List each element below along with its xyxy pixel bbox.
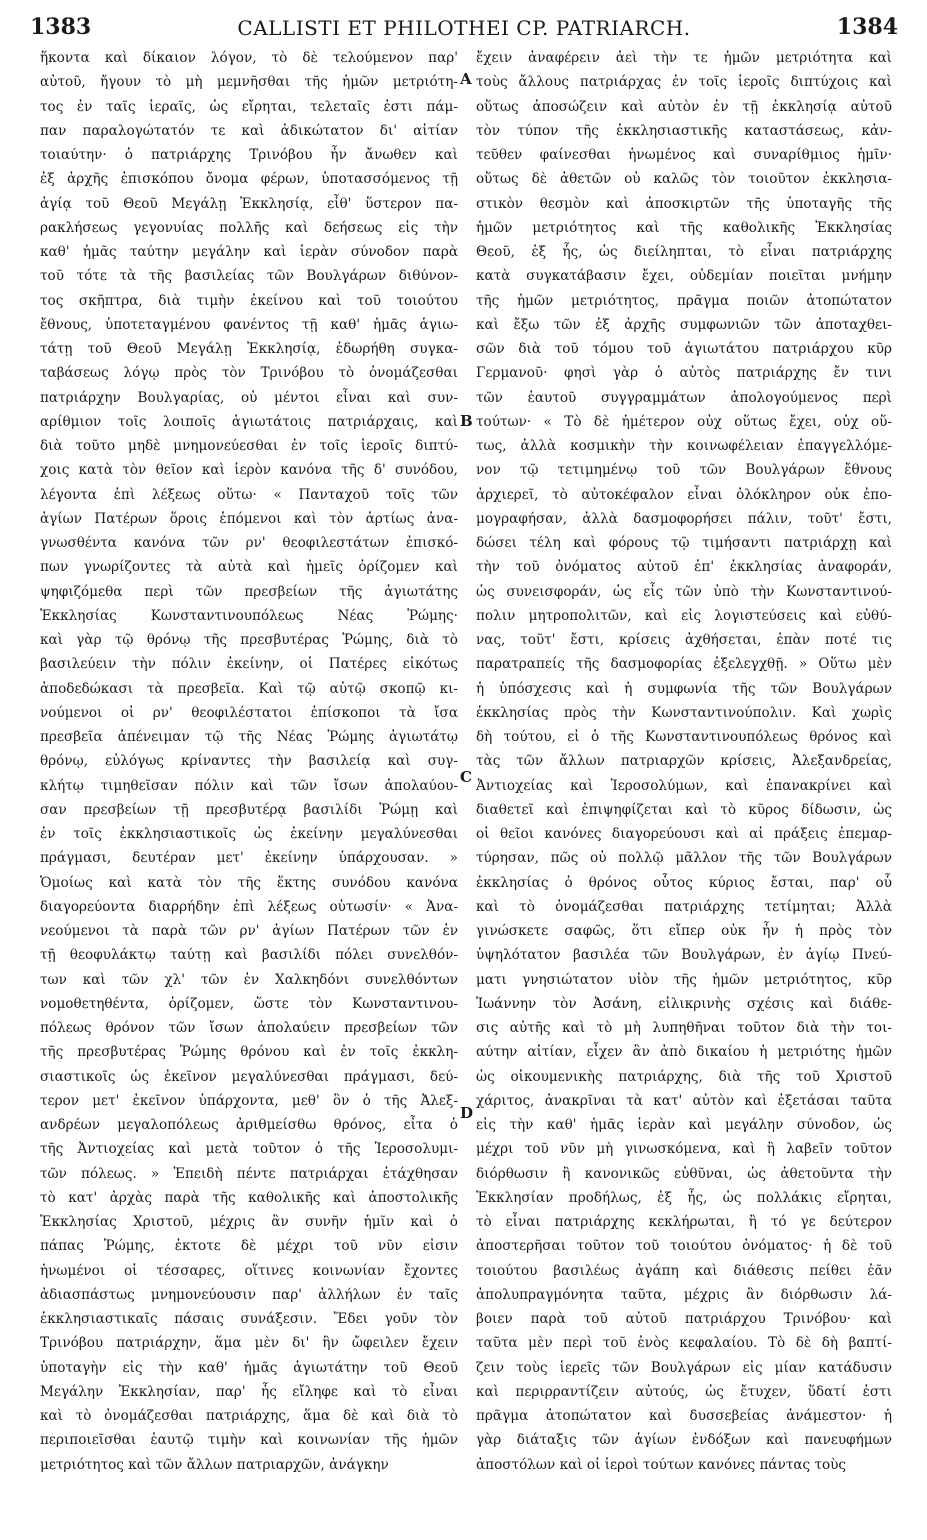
page-number-left: 1383	[30, 14, 92, 40]
right-column-text-line: στικὸν θεσμὸν καὶ ἀποσκιρτῶν τῆς ὑποταγῆς τῆς	[476, 195, 892, 212]
left-column-text-line: ρακλήσεως γεγονυίας πολλῆς καὶ δεήσεως εἰς τὴν	[40, 219, 458, 236]
left-column-text-line: ἐκκλησιαστικαῖς πάσαις συνάξεσιν. Ἔδει γοῦν τὸν	[40, 1311, 458, 1327]
margin-mark-a: A	[460, 70, 472, 88]
left-column-text-line: πάπας Ῥώμης, ἐκτοτε δὲ μέχρι τοῦ νῦν εἰσιν	[40, 1238, 458, 1255]
right-column	[476, 46, 892, 1477]
right-column-text-line: μογραφήσαν, ἀλλὰ δασμοφορήσει πάλιν, τοῦτ' ἔστι,	[476, 510, 892, 527]
right-column-text-line: οἱ θεῖοι κανόνες διαγορεύουσι καὶ αἱ πράξεις ἐπεμαρ-	[476, 826, 892, 842]
right-column-text-line: ζειν τοὺς ἱερεῖς τῶν Βουλγάρων εἰς μίαν κατάδυσιν	[476, 1359, 892, 1376]
left-column-text-line: διαγορεύοντα διαρρήδην ἐπὶ λέξεως οὑτωσίν· « Ἀνα-	[40, 898, 458, 915]
left-column-text-line: πων γνωρίζοντες τὰ αὐτὰ καὶ ἡμεῖς ὁρίζομεν καὶ	[40, 559, 458, 576]
running-title: CALLISTI ET PHILOTHEI CP. PATRIARCH.	[237, 16, 691, 40]
margin-mark-b: B	[460, 412, 473, 430]
left-column-text-line: πρεσβεῖα ἀπένειμαν τῷ τῆς Νέας Ῥώμης ἁγιωτάτῳ	[40, 729, 458, 745]
right-column-text-line: τὸν τύπον τῆς ἐκκλησιαστικῆς καταστάσεως, κἀν-	[476, 122, 892, 139]
right-column-text-line: ἔχειν ἀναφέρειν ἀεὶ τὴν τε ἡμῶν μετριότητα καὶ	[476, 50, 892, 66]
margin-mark-c: C	[460, 768, 472, 786]
right-column-text-line: καὶ τὸ ὀνομάζεσθαι πατριάρχης τετίμηται; Ἀλλὰ	[476, 898, 892, 915]
right-column-text-line: οὕτως ἀποσώζειν καὶ αὐτὸν ἐν τῇ ἐκκλησίᾳ αὐτοῦ	[476, 98, 892, 115]
right-column-text-line: γινώσκετε σαφῶς, ὅτι εἴπερ οὐκ ἦν ἡ πρὸς τὸν	[476, 923, 892, 939]
right-column-text-line: τὰς τῶν ἄλλων πατριαρχῶν κρίσεις, Ἀλεξανδρείας,	[476, 753, 892, 770]
left-column-text-line: πόλεως θρόνον τῶν ἴσων ἀπολαύειν πρεσβείων τῶν	[40, 1020, 458, 1036]
left-column-text-line: ἁγίᾳ τοῦ Θεοῦ Μεγάλῃ Ἐκκλησίᾳ, εἶθ' ὕστερον πα-	[40, 195, 458, 212]
left-column-text-line: νεούμενοι τὰ παρὰ τῶν ρν' ἁγίων Πατέρων τῶν ἐν	[40, 923, 458, 939]
right-column-text-line: καὶ ἔξω τῶν ἐξ ἀρχῆς συμφωνιῶν τῶν ἀποταχθει-	[476, 316, 892, 333]
left-column-text-line: ἀδιασπάστως μνημονεύουσιν παρ' ἀλλήλων ἐν ταῖς	[40, 1286, 458, 1303]
right-column-text-line: τοιούτου βασιλέως ἀγάπη καὶ διάθεσις πείθει ἐᾶν	[476, 1262, 892, 1279]
left-column-text-line: τοῦ τότε τὰ τῆς βασιλείας τῶν Βουλγάρων διθύνον-	[40, 268, 458, 285]
left-column-text-line: τῆς Ἀντιοχείας καὶ μετὰ τοῦτον ὁ τῆς Ἱεροσολυμι-	[40, 1141, 458, 1158]
left-column-text-line: τῇ θεοφυλάκτῳ ταύτῃ καὶ βασιλίδι πόλει συνελθόν-	[40, 947, 458, 964]
right-column-text-line: τὸ εἶναι πατριάρχης κεκλήρωται, ἢ τό γε δεύτερον	[476, 1214, 892, 1230]
left-column-text-line: ἐν τοῖς ἐκκλησιαστικοῖς ὡς ἐκείνην μεγαλύνεσθαι	[40, 826, 458, 842]
left-column-text-line: Τρινόβου πατριάρχην, ἅμα μὲν δι' ἣν ὤφειλεν ἔχειν	[40, 1335, 458, 1352]
left-column-text-line: ἥκοντα καὶ δίκαιον λόγον, τὸ δὲ τελούμενον παρ'	[40, 50, 458, 66]
right-column-text-line: Ἰωάννην τὸν Ἀσάνη, εἰλικρινὴς σχέσις καὶ διάθε-	[476, 995, 892, 1012]
right-column-text-line: τῶν ἑαυτοῦ συγγραμμάτων ἀπολογούμενος περὶ	[476, 389, 892, 406]
left-column-text-line: τάτῃ τοῦ Θεοῦ Μεγάλῃ Ἐκκλησίᾳ, ἐδωρήθη συγκα-	[40, 341, 458, 357]
left-column-text-line: ταβάσεως λόγῳ πρὸς τὸν Τρινόβου τὸ ὀνομάζεσθαι	[40, 365, 458, 382]
right-column-text-line: βοιεν παρὰ τοῦ αὐτοῦ πατριάρχου Τρινόβου· καὶ	[476, 1311, 892, 1327]
right-column-text-line: ἐκκλησίας ὁ θρόνος οὗτος κύριος ἔσται, παρ' οὗ	[476, 874, 892, 891]
left-column-text-line: τος ἐν ταῖς ἱεραῖς, ὡς εἴρηται, τελεταῖς ἐστι πάμ-	[40, 98, 458, 115]
right-column-text-line: ὡς συνεισφοράν, ὡς εἷς τῶν ὑπὸ τὴν Κωνσταντινού-	[476, 583, 892, 600]
right-column-text-line: ἡ ὑπόσχεσις καὶ ἡ συμφωνία τῆς τῶν Βουλγάρων	[476, 680, 892, 697]
left-column-text-line: νούμενοι οἱ ρν' θεοφιλέστατοι ἐπίσκοποι τὰ ἴσα	[40, 704, 458, 721]
left-column-text-line: σιαστικοῖς ὡς ἐκεῖνον μεγαλύνεσθαι πράγμασι, δεύ-	[40, 1068, 458, 1085]
left-column-text-line: πράγμασι, δευτέραν μετ' ἐκείνην ὑπάρχουσαν. »	[40, 850, 458, 867]
right-column-text-line: ἀποστερῆσαι τοῦτον τοῦ τοιούτου ὀνόματος· ἡ δὲ τοῦ	[476, 1238, 892, 1255]
left-column-text-line: τερον μετ' ἐκεῖνον ὑπάρχοντα, μεθ' ὃν ὁ τῆς Ἀλεξ-	[40, 1092, 458, 1109]
left-column-text-line: καὶ γὰρ τῷ θρόνῳ τῆς πρεσβυτέρας Ῥώμης, διὰ τὸ	[40, 632, 458, 648]
left-column-text-line: τοιαύτην· ὁ πατριάρχης Τρινόβου ἦν ἄνωθεν καὶ	[40, 147, 458, 163]
right-column-text-line: Ἀντιοχείας καὶ Ἱεροσολύμων, καὶ ἐπανακρίνει καὶ	[476, 777, 892, 794]
right-column-text-line: κατὰ συγκατάβασιν ἔχει, οὐδεμίαν ποιεῖται μνήμην	[476, 268, 892, 285]
left-column-text-line: παν παραλογώτατόν τε καὶ ἀδικώτατον δι' αἰτίαν	[40, 122, 458, 139]
right-column-text-line: τούτων· « Τὸ δὲ ἡμέτερον οὐχ οὕτως ἔχει, οὐχ οὕ-	[476, 413, 892, 430]
left-column-text-line: αρίθμιον τοῖς λοιποῖς ἁγιωτάτοις πατριάρχαις, καὶ	[40, 413, 458, 430]
right-column-text-line: πρᾶγμα ἀτοπώτατον καὶ δυσσεβείας ἀνάμεστον· ἡ	[476, 1408, 892, 1424]
right-column-text-line: ἡμῶν μετριότητος καὶ τῆς καθολικῆς Ἐκκλησίας	[476, 219, 892, 236]
right-column-text-line: Θεοῦ, ἐξ ἧς, ὡς διείληπται, τὸ εἶναι πατριάρχης	[476, 244, 892, 260]
right-column-text-line: σῶν διὰ τοῦ τόμου τοῦ ἁγιωτάτου πατριάρχου κῦρ	[476, 341, 892, 357]
right-column-text-line: ἀποστόλων καὶ οἱ ἱεροὶ τούτων κανόνες πάντας τοὺς	[476, 1456, 847, 1473]
right-column-text-line: οὕτως δὲ ἀθετῶν οὐ καλῶς τὸν τοιοῦτον ἐκκλησια-	[476, 171, 892, 188]
right-column-text-line: Ἐκκλησίαν προδήλως, ἐξ ἧς, ὡς πολλάκις εἴρηται,	[476, 1189, 892, 1206]
right-column-text-line: τοὺς ἄλλους πατριάρχας ἐν τοῖς ἱεροῖς διπτύχοις καὶ	[476, 74, 892, 91]
margin-mark-d: D	[460, 1104, 474, 1122]
left-column-text-line: αὐτοῦ, ἤγουν τὸ μὴ μεμνῆσθαι τῆς ἡμῶν μετριότη-	[40, 74, 458, 91]
right-column-text-line: Γερμανοῦ· φησὶ γὰρ ὁ αὐτὸς πατριάρχης ἔν τινι	[476, 365, 892, 382]
left-column-text-line: ἐξ ἀρχῆς ἐπισκόπου ὄνομα φέρων, ὑποτασσόμενος τῇ	[40, 171, 458, 188]
right-column-text-line: σις αὐτῆς καὶ τὸ μὴ λυπηθῆναι τοῦτον διὰ τὴν τοι-	[476, 1020, 892, 1036]
right-column-text-line: ὡς οἰκουμενικὴς πατριάρχης, διὰ τῆς τοῦ Χριστοῦ	[476, 1068, 892, 1085]
left-column-text-line: σαν πρεσβείων τῇ πρεσβυτέρᾳ βασιλίδι Ῥώμῃ καὶ	[40, 801, 458, 818]
right-column-text-line: γὰρ διάταξις τῶν ἁγίων ἐνδόξων καὶ πανευφήμων	[476, 1432, 892, 1449]
left-column	[40, 46, 458, 1477]
left-column-text-line: καθ' ἡμᾶς ταύτην μεγάλην καὶ ἱερὰν σύνοδον παρὰ	[40, 244, 458, 260]
right-column-text-line: πολιν μητροπολιτῶν, καὶ εἰς λογιστεύσεις καὶ εὐθύ-	[476, 607, 892, 624]
left-column-text-line: Ἐκκλησίας Κωνσταντινουπόλεως Νέας Ῥώμης·	[40, 607, 458, 624]
left-column-text-line: κλήτῳ τιμηθεῖσαν πόλιν καὶ τῶν ἴσων ἀπολαύου-	[40, 777, 458, 794]
page-header	[24, 14, 904, 44]
left-column-text-line: θρόνῳ, εὐλόγως κρίναντες τὴν βασιλείᾳ καὶ συγ-	[40, 753, 458, 770]
left-column-text-line: τῶν πόλεως. » Ἐπειδὴ πέντε πατριάρχαι ἐτάχθησαν	[40, 1165, 458, 1182]
right-column-text-line: ἀρχιερεῖ, τὸ αὐτοκέφαλον εἶναι ὁλόκληρον οὐκ ἐπο-	[476, 486, 892, 503]
left-column-text-line: Μεγάλην Ἐκκλησίαν, παρ' ἧς εἴληφε καὶ τὸ εἶναι	[40, 1383, 458, 1400]
right-column-text-line: ἀπολυπραγμόνητα ταῦτα, μέχρις ἂν διόρθωσιν λά-	[476, 1286, 892, 1303]
right-column-text-line: ὑψηλότατον βασιλέα τῶν Βουλγάρων, ἐν ἁγίῳ Πνεύ-	[476, 947, 892, 964]
left-column-text-line: τὸ κατ' ἀρχὰς παρὰ τῆς καθολικῆς καὶ ἀποστολικῆς	[40, 1189, 458, 1206]
right-column-text-line: εἰς τὴν καθ' ἡμᾶς ἱερὰν καὶ μεγάλην σύνοδον, ὡς	[476, 1117, 892, 1133]
left-column-text-line: νομοθετηθέντα, ὁρίζομεν, ὥστε τὸν Κωνσταντινου-	[40, 995, 458, 1012]
left-column-text-line: διὰ τοῦτο μηδὲ μνημονεύεσθαι ἐν τοῖς ἱεροῖς διπτύ-	[40, 438, 458, 454]
page-number-right: 1384	[836, 14, 898, 40]
right-column-text-line: τως, ἀλλὰ κοσμικὴν τὴν κοινωφέλειαν ἐπαγγελλόμε-	[476, 438, 892, 454]
left-column-text-line: τος σκῆπτρα, διὰ τιμὴν ἐκείνου καὶ τοῦ τοιούτου	[40, 292, 458, 309]
left-column-text-line: ὑποταγὴν εἰς τὴν καθ' ἡμᾶς ἁγιωτάτην τοῦ Θεοῦ	[40, 1359, 458, 1376]
left-column-text-line: τῆς πρεσβυτέρας Ῥώμης θρόνου καὶ ἐν τοῖς ἐκκλη-	[40, 1044, 458, 1061]
right-column-text-line: τύρησαν, πῶς οὐ πολλῷ μᾶλλον τῆς τῶν Βουλγάρων	[476, 850, 892, 867]
left-column-text-line: ἁγίων Πατέρων ὅροις ἑπόμενοι καὶ τὸν ἀρτίως ἀνα-	[40, 510, 458, 527]
right-column-text-line: διαθετεῖ καὶ ἐπιψηφίζεται καὶ τὸ κῦρος δίδωσιν, ὡς	[476, 801, 892, 818]
right-column-text-line: αύτην αἰτίαν, εἶχεν ἂν ἀπὸ δικαίου ἡ μετριότης ἡμῶν	[476, 1044, 892, 1061]
right-column-text-line: ματι γνησιώτατον υἱὸν τῆς ἡμῶν μετριότητος, κῦρ	[476, 971, 892, 988]
left-column-text-line: γνωσθέντα κανόνα τῶν ρν' θεοφιλεστάτων ἐπισκό-	[40, 535, 458, 551]
left-column-text-line: Ὁμοίως καὶ κατὰ τὸν τῆς ἕκτης συνόδου κανόνα	[40, 874, 458, 891]
right-column-text-line: τῆς ἡμῶν μετριότητος, πρᾶγμα ποιῶν ἀτοπώτατον	[476, 292, 892, 309]
left-column-text-line: μετριότητος καὶ τῶν ἄλλων πατριαρχῶν, ἀνάγκην	[40, 1456, 389, 1473]
right-column-text-line: χάριτος, ἀνακρῖναι τὰ κατ' αὐτὸν καὶ ἐξετάσαι ταῦτα	[476, 1092, 892, 1109]
right-column-text-line: ἐκκλησίας πρὸς τὴν Κωνσταντινούπολιν. Καὶ χωρὶς	[476, 704, 892, 721]
left-column-text-line: χοις κατὰ τὸν θεῖον καὶ ἱερὸν κανόνα τῆς δ' συνόδου,	[40, 462, 458, 479]
right-column-text-line: τεῦθεν φαίνεσθαι ἡνωμένος καὶ συναρίθμιος ἡμῖν·	[476, 147, 892, 163]
left-column-text-line: περιποιεῖσθαι ἑαυτῷ τιμὴν καὶ κοινωνίαν τῆς ἡμῶν	[40, 1432, 458, 1449]
right-column-text-line: τὴν τοῦ ὀνόματος αὐτοῦ ἐπ' ἐκκλησίας ἀναφοράν,	[476, 559, 892, 576]
left-column-text-line: βασιλεύειν τὴν πόλιν ἐκείνην, οἱ Πατέρες εἰκότως	[40, 656, 458, 673]
right-column-text-line: διόρθωσιν ἢ κανονικῶς εὐθῦναι, ὡς ἀθετοῦντα τὴν	[476, 1165, 892, 1182]
left-column-text-line: λέγοντα ἐπὶ λέξεως οὕτω· « Πανταχοῦ τοῖς τῶν	[40, 486, 458, 503]
left-column-text-line: ψηφιζόμεθα περὶ τῶν πρεσβείων τῆς ἁγιωτάτης	[40, 583, 458, 600]
left-column-text-line: των καὶ τῶν χλ' τῶν ἐν Χαλκηδόνι συνελθόντων	[40, 971, 458, 988]
right-column-text-line: δὴ τούτου, εἰ ὁ τῆς Κωνσταντινουπόλεως θρόνος καὶ	[476, 729, 892, 745]
right-column-text-line: δώσει τέλη καὶ φόρους τῷ τιμήσαντι πατριάρχῃ καὶ	[476, 535, 892, 551]
left-column-text-line: καὶ τὸ ὀνομάζεσθαι πατριάρχης, ἅμα δὲ καὶ διὰ τὸ	[40, 1408, 458, 1424]
left-column-text-line: πατριάρχην Βουλγαρίας, οὐ μέντοι εἶναι καὶ συν-	[40, 389, 458, 406]
right-column-text-line: μέχρι τοῦ νῦν μὴ γινωσκόμενα, καὶ ἢ λαβεῖν τοῦτον	[476, 1141, 892, 1158]
right-column-text-line: νας, τοῦτ' ἔστι, κρίσεις ἀχθήσεται, ἐπὰν ποτέ τις	[476, 632, 892, 648]
left-column-text-line: Ἐκκλησίας Χριστοῦ, μέχρις ἂν συνῆν ἡμῖν καὶ ὁ	[40, 1214, 458, 1230]
left-column-text-line: ανδρέων μεγαλοπόλεως ἀριθμείσθω θρόνος, εἶτα ὁ	[40, 1117, 458, 1133]
right-column-text-line: καὶ περιρραντίζειν αὐτούς, ὡς ἔτυχεν, ὕδατί ἐστι	[476, 1383, 892, 1400]
right-column-text-line: ταῦτα μὲν περὶ τοῦ ἑνὸς κεφαλαίου. Τὸ δὲ δὴ βαπτί-	[476, 1335, 892, 1352]
left-column-text-line: ἀποδεδώκασι τὰ πρεσβεῖα. Καὶ τῷ αὐτῷ σκοπῷ κι-	[40, 680, 458, 697]
right-column-text-line: νον τῷ τετιμημένῳ τοῦ τῶν Βουλγάρων ἔθνους	[476, 462, 892, 479]
right-column-text-line: παρατραπείς τῆς δασμοφορίας ἐξελεγχθῇ. » Οὕτω μὲν	[476, 656, 892, 673]
left-column-text-line: ἔθνους, ὑποτεταγμένου φανέντος τῇ καθ' ἡμᾶς ἁγιω-	[40, 316, 458, 333]
left-column-text-line: ἡνωμένοι οἱ τέσσαρες, οἵτινες κοινωνίαν ἔχοντες	[40, 1262, 458, 1279]
